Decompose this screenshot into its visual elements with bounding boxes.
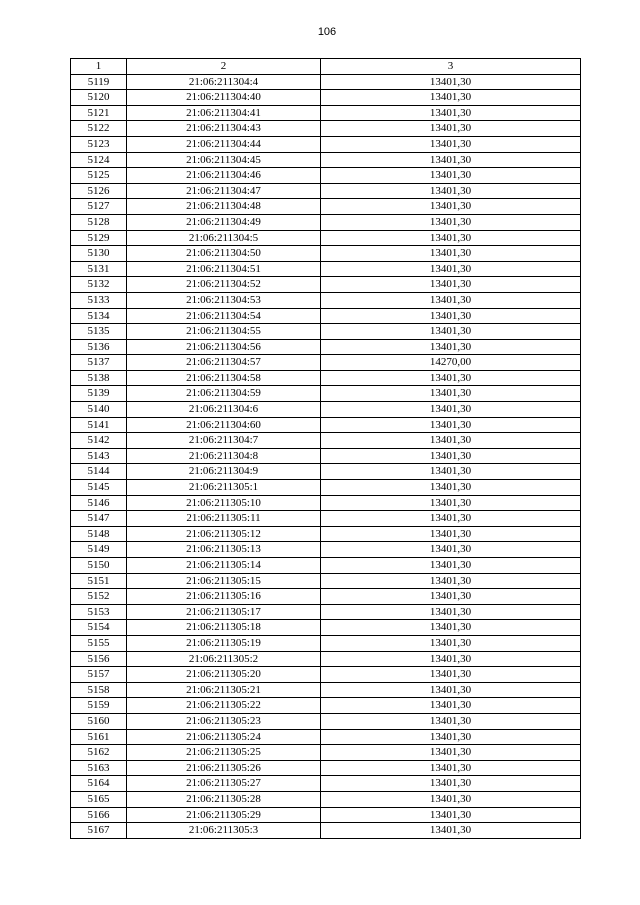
row-number-cell: 5133 — [71, 292, 127, 308]
value-cell: 13401,30 — [321, 682, 581, 698]
table-row — [71, 667, 581, 683]
table-row — [71, 573, 581, 589]
value-cell: 13401,30 — [321, 448, 581, 464]
value-cell: 13401,30 — [321, 589, 581, 605]
header-row — [71, 59, 581, 75]
value-cell: 13401,30 — [321, 417, 581, 433]
table-row — [71, 74, 581, 90]
value-cell: 13401,30 — [321, 807, 581, 823]
row-number-cell: 5161 — [71, 729, 127, 745]
table-row — [71, 105, 581, 121]
cadastral-number-cell: 21:06:211304:44 — [127, 136, 321, 152]
cadastral-number-cell: 21:06:211305:25 — [127, 745, 321, 761]
cadastral-number-cell: 21:06:211305:17 — [127, 604, 321, 620]
table-row — [71, 230, 581, 246]
row-number-cell: 5122 — [71, 121, 127, 137]
cadastral-number-cell: 21:06:211305:20 — [127, 667, 321, 683]
row-number-cell: 5127 — [71, 199, 127, 215]
table-row — [71, 90, 581, 106]
table-row — [71, 121, 581, 137]
table-row — [71, 308, 581, 324]
cadastral-number-cell: 21:06:211305:19 — [127, 635, 321, 651]
cadastral-number-cell: 21:06:211305:1 — [127, 480, 321, 496]
row-number-cell: 5143 — [71, 448, 127, 464]
row-number-cell: 5138 — [71, 370, 127, 386]
cadastral-number-cell: 21:06:211304:50 — [127, 246, 321, 262]
table-row — [71, 729, 581, 745]
row-number-cell: 5166 — [71, 807, 127, 823]
cadastral-number-cell: 21:06:211304:7 — [127, 433, 321, 449]
row-number-cell: 5160 — [71, 713, 127, 729]
table-body — [71, 74, 581, 838]
table-row — [71, 807, 581, 823]
value-cell: 13401,30 — [321, 183, 581, 199]
table-row — [71, 277, 581, 293]
table-row — [71, 199, 581, 215]
row-number-cell: 5147 — [71, 511, 127, 527]
value-cell: 13401,30 — [321, 105, 581, 121]
table-row — [71, 713, 581, 729]
cadastral-number-cell: 21:06:211304:5 — [127, 230, 321, 246]
row-number-cell: 5156 — [71, 651, 127, 667]
table-row — [71, 136, 581, 152]
table-row — [71, 417, 581, 433]
cadastral-number-cell: 21:06:211305:21 — [127, 682, 321, 698]
row-number-cell: 5145 — [71, 480, 127, 496]
value-cell: 14270,00 — [321, 355, 581, 371]
cadastral-number-cell: 21:06:211304:51 — [127, 261, 321, 277]
table-row — [71, 464, 581, 480]
row-number-cell: 5119 — [71, 74, 127, 90]
value-cell: 13401,30 — [321, 261, 581, 277]
value-cell: 13401,30 — [321, 277, 581, 293]
value-cell: 13401,30 — [321, 386, 581, 402]
value-cell: 13401,30 — [321, 558, 581, 574]
value-cell: 13401,30 — [321, 791, 581, 807]
column-header-3: 3 — [321, 59, 581, 75]
value-cell: 13401,30 — [321, 495, 581, 511]
table-row — [71, 168, 581, 184]
row-number-cell: 5149 — [71, 542, 127, 558]
value-cell: 13401,30 — [321, 760, 581, 776]
cadastral-number-cell: 21:06:211304:58 — [127, 370, 321, 386]
row-number-cell: 5121 — [71, 105, 127, 121]
register-table — [70, 58, 581, 839]
table-row — [71, 635, 581, 651]
cadastral-number-cell: 21:06:211305:28 — [127, 791, 321, 807]
value-cell: 13401,30 — [321, 526, 581, 542]
table-row — [71, 355, 581, 371]
cadastral-number-cell: 21:06:211305:15 — [127, 573, 321, 589]
value-cell: 13401,30 — [321, 168, 581, 184]
row-number-cell: 5163 — [71, 760, 127, 776]
row-number-cell: 5152 — [71, 589, 127, 605]
cadastral-number-cell: 21:06:211305:24 — [127, 729, 321, 745]
row-number-cell: 5154 — [71, 620, 127, 636]
cadastral-number-cell: 21:06:211305:18 — [127, 620, 321, 636]
cadastral-number-cell: 21:06:211305:13 — [127, 542, 321, 558]
cadastral-number-cell: 21:06:211304:60 — [127, 417, 321, 433]
value-cell: 13401,30 — [321, 635, 581, 651]
value-cell: 13401,30 — [321, 214, 581, 230]
value-cell: 13401,30 — [321, 230, 581, 246]
page-number: 106 — [317, 26, 337, 38]
table-row — [71, 480, 581, 496]
value-cell: 13401,30 — [321, 620, 581, 636]
table-row — [71, 698, 581, 714]
row-number-cell: 5141 — [71, 417, 127, 433]
value-cell: 13401,30 — [321, 433, 581, 449]
cadastral-number-cell: 21:06:211305:29 — [127, 807, 321, 823]
table-row — [71, 558, 581, 574]
cadastral-number-cell: 21:06:211304:43 — [127, 121, 321, 137]
cadastral-number-cell: 21:06:211304:49 — [127, 214, 321, 230]
table-row — [71, 386, 581, 402]
value-cell: 13401,30 — [321, 324, 581, 340]
cadastral-number-cell: 21:06:211304:9 — [127, 464, 321, 480]
row-number-cell: 5131 — [71, 261, 127, 277]
cadastral-number-cell: 21:06:211304:55 — [127, 324, 321, 340]
cadastral-number-cell: 21:06:211304:45 — [127, 152, 321, 168]
cadastral-number-cell: 21:06:211304:40 — [127, 90, 321, 106]
value-cell: 13401,30 — [321, 292, 581, 308]
value-cell: 13401,30 — [321, 651, 581, 667]
table-row — [71, 214, 581, 230]
value-cell: 13401,30 — [321, 480, 581, 496]
cadastral-number-cell: 21:06:211304:4 — [127, 74, 321, 90]
cadastral-number-cell: 21:06:211305:12 — [127, 526, 321, 542]
cadastral-number-cell: 21:06:211305:2 — [127, 651, 321, 667]
table-row — [71, 292, 581, 308]
table-row — [71, 682, 581, 698]
table-row — [71, 604, 581, 620]
value-cell: 13401,30 — [321, 464, 581, 480]
row-number-cell: 5148 — [71, 526, 127, 542]
table-row — [71, 745, 581, 761]
value-cell: 13401,30 — [321, 604, 581, 620]
cadastral-number-cell: 21:06:211304:54 — [127, 308, 321, 324]
row-number-cell: 5124 — [71, 152, 127, 168]
value-cell: 13401,30 — [321, 573, 581, 589]
table-row — [71, 791, 581, 807]
value-cell: 13401,30 — [321, 745, 581, 761]
value-cell: 13401,30 — [321, 511, 581, 527]
value-cell: 13401,30 — [321, 729, 581, 745]
cadastral-number-cell: 21:06:211305:14 — [127, 558, 321, 574]
cadastral-number-cell: 21:06:211304:8 — [127, 448, 321, 464]
cadastral-number-cell: 21:06:211304:59 — [127, 386, 321, 402]
table-row — [71, 183, 581, 199]
row-number-cell: 5135 — [71, 324, 127, 340]
cadastral-number-cell: 21:06:211304:47 — [127, 183, 321, 199]
value-cell: 13401,30 — [321, 402, 581, 418]
row-number-cell: 5151 — [71, 573, 127, 589]
row-number-cell: 5132 — [71, 277, 127, 293]
table-row — [71, 152, 581, 168]
row-number-cell: 5157 — [71, 667, 127, 683]
row-number-cell: 5137 — [71, 355, 127, 371]
table-row — [71, 448, 581, 464]
table-header — [71, 59, 581, 75]
row-number-cell: 5146 — [71, 495, 127, 511]
row-number-cell: 5125 — [71, 168, 127, 184]
table-row — [71, 526, 581, 542]
table-row — [71, 589, 581, 605]
cadastral-number-cell: 21:06:211304:56 — [127, 339, 321, 355]
row-number-cell: 5126 — [71, 183, 127, 199]
value-cell: 13401,30 — [321, 90, 581, 106]
table-row — [71, 324, 581, 340]
table-row — [71, 776, 581, 792]
value-cell: 13401,30 — [321, 199, 581, 215]
row-number-cell: 5144 — [71, 464, 127, 480]
table-row — [71, 339, 581, 355]
row-number-cell: 5134 — [71, 308, 127, 324]
row-number-cell: 5123 — [71, 136, 127, 152]
row-number-cell: 5150 — [71, 558, 127, 574]
row-number-cell: 5158 — [71, 682, 127, 698]
row-number-cell: 5153 — [71, 604, 127, 620]
table-row — [71, 370, 581, 386]
row-number-cell: 5130 — [71, 246, 127, 262]
table-row — [71, 542, 581, 558]
row-number-cell: 5164 — [71, 776, 127, 792]
column-header-1: 1 — [71, 59, 127, 75]
cadastral-number-cell: 21:06:211305:23 — [127, 713, 321, 729]
table-row — [71, 651, 581, 667]
value-cell: 13401,30 — [321, 308, 581, 324]
table-row — [71, 620, 581, 636]
row-number-cell: 5139 — [71, 386, 127, 402]
row-number-cell: 5140 — [71, 402, 127, 418]
cadastral-number-cell: 21:06:211305:26 — [127, 760, 321, 776]
cadastral-number-cell: 21:06:211305:3 — [127, 823, 321, 839]
value-cell: 13401,30 — [321, 542, 581, 558]
table-row — [71, 246, 581, 262]
cadastral-number-cell: 21:06:211305:22 — [127, 698, 321, 714]
cadastral-number-cell: 21:06:211305:11 — [127, 511, 321, 527]
table-row — [71, 823, 581, 839]
value-cell: 13401,30 — [321, 823, 581, 839]
row-number-cell: 5167 — [71, 823, 127, 839]
value-cell: 13401,30 — [321, 370, 581, 386]
cadastral-number-cell: 21:06:211304:53 — [127, 292, 321, 308]
value-cell: 13401,30 — [321, 121, 581, 137]
table-row — [71, 511, 581, 527]
value-cell: 13401,30 — [321, 776, 581, 792]
table-row — [71, 433, 581, 449]
value-cell: 13401,30 — [321, 339, 581, 355]
row-number-cell: 5120 — [71, 90, 127, 106]
value-cell: 13401,30 — [321, 698, 581, 714]
value-cell: 13401,30 — [321, 667, 581, 683]
row-number-cell: 5165 — [71, 791, 127, 807]
table-row — [71, 760, 581, 776]
value-cell: 13401,30 — [321, 136, 581, 152]
column-header-2: 2 — [127, 59, 321, 75]
cadastral-number-cell: 21:06:211304:52 — [127, 277, 321, 293]
cadastral-number-cell: 21:06:211304:48 — [127, 199, 321, 215]
row-number-cell: 5159 — [71, 698, 127, 714]
cadastral-number-cell: 21:06:211305:10 — [127, 495, 321, 511]
cadastral-number-cell: 21:06:211305:16 — [127, 589, 321, 605]
cadastral-number-cell: 21:06:211304:46 — [127, 168, 321, 184]
row-number-cell: 5162 — [71, 745, 127, 761]
row-number-cell: 5142 — [71, 433, 127, 449]
cadastral-number-cell: 21:06:211304:41 — [127, 105, 321, 121]
row-number-cell: 5136 — [71, 339, 127, 355]
row-number-cell: 5155 — [71, 635, 127, 651]
cadastral-number-cell: 21:06:211305:27 — [127, 776, 321, 792]
table-row — [71, 495, 581, 511]
row-number-cell: 5128 — [71, 214, 127, 230]
cadastral-number-cell: 21:06:211304:57 — [127, 355, 321, 371]
value-cell: 13401,30 — [321, 152, 581, 168]
row-number-cell: 5129 — [71, 230, 127, 246]
table-row — [71, 261, 581, 277]
table-row — [71, 402, 581, 418]
value-cell: 13401,30 — [321, 246, 581, 262]
value-cell: 13401,30 — [321, 74, 581, 90]
value-cell: 13401,30 — [321, 713, 581, 729]
cadastral-number-cell: 21:06:211304:6 — [127, 402, 321, 418]
